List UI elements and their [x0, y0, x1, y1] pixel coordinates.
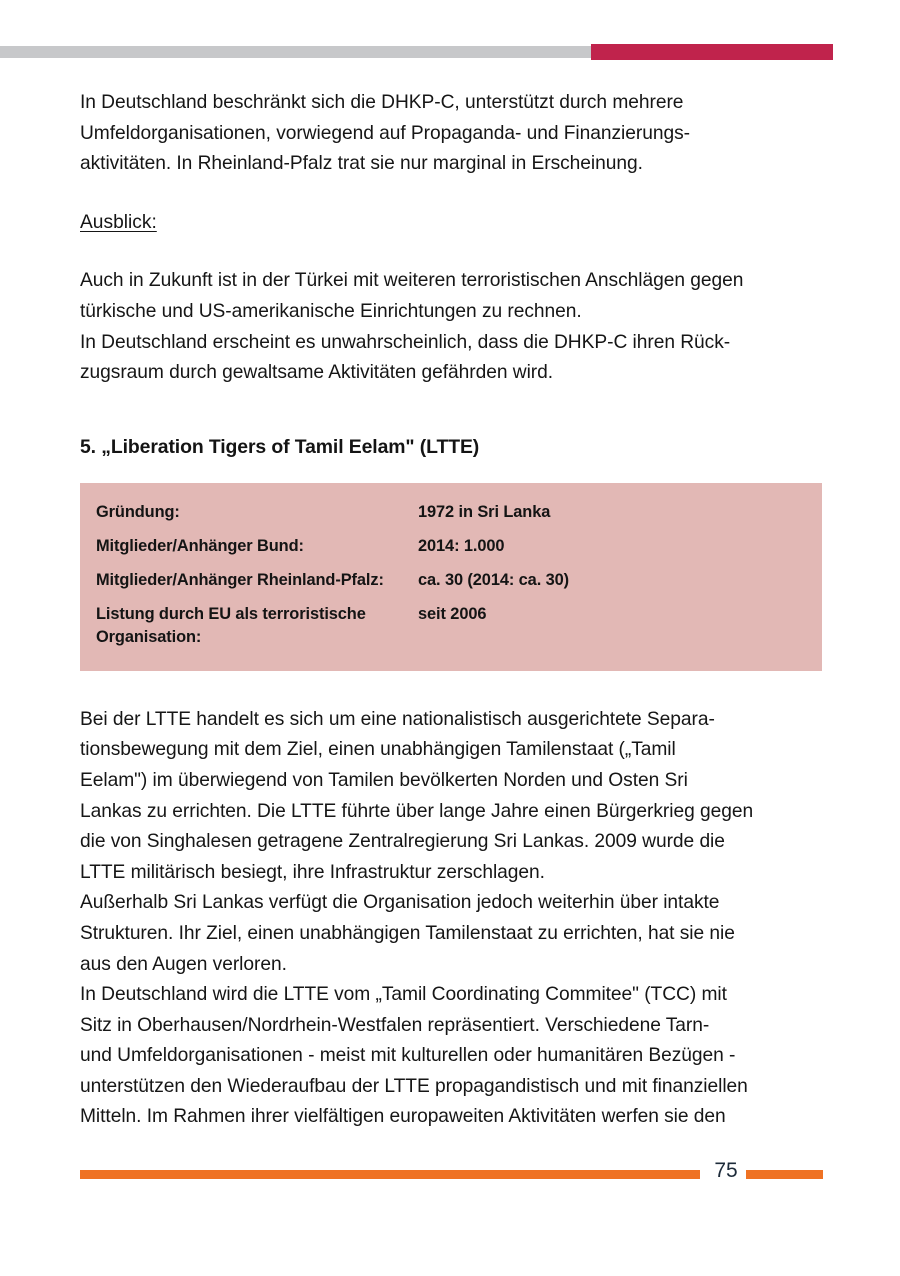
paragraph-outlook-line-2: türkische und US-amerikanische Einrichtungen zu rechnen. — [80, 300, 582, 322]
info-label-gruendung: Gründung: — [96, 502, 180, 521]
page-header-rules — [0, 44, 900, 60]
paragraph-intro — [80, 88, 822, 180]
info-value-gruendung: 1972 in Sri Lanka — [418, 502, 551, 521]
paragraph-ltte-3-line-3: und Umfeldorganisationen - meist mit kulturellen oder humanitären Bezügen - — [80, 1045, 736, 1067]
info-label-mitglieder-bund: Mitglieder/Anhänger Bund: — [96, 536, 304, 555]
paragraph-intro-line-2: Umfeldorganisationen, vorwiegend auf Propaganda- und Finanzierungs- — [80, 122, 690, 144]
info-row — [80, 501, 822, 524]
info-row — [80, 535, 822, 558]
paragraph-ltte-1-line-2: tionsbewegung mit dem Ziel, einen unabhängigen Tamilenstaat („Tamil — [80, 739, 676, 761]
info-row — [80, 603, 822, 649]
paragraph-ltte-1-line-3: Eelam") im überwiegend von Tamilen bevölkerten Norden und Osten Sri — [80, 769, 688, 791]
spacer — [80, 180, 822, 208]
header-rule-gray — [0, 46, 591, 58]
paragraph-ltte-2-line-2: Strukturen. Ihr Ziel, einen unabhängigen Tamilenstaat zu errichten, hat sie nie — [80, 922, 735, 944]
spacer — [80, 389, 822, 433]
subheading-ausblick — [80, 208, 822, 239]
paragraph-ltte-3-line-5: Mitteln. Im Rahmen ihrer vielfältigen europaweiten Aktivitäten werfen sie den — [80, 1106, 726, 1128]
paragraph-outlook-line-4: zugsraum durch gewaltsame Aktivitäten gefährden wird. — [80, 362, 554, 384]
footer-rule-right — [746, 1170, 823, 1179]
paragraph-ltte-3-line-4: unterstützen den Wiederaufbau der LTTE propagandistisch und mit finanziellen — [80, 1075, 748, 1097]
page-number: 75 — [714, 1159, 738, 1182]
paragraph-intro-line-1: In Deutschland beschränkt sich die DHKP-C, unterstützt durch mehrere — [80, 92, 684, 113]
paragraph-intro-line-3: aktivitäten. In Rheinland-Pfalz trat sie nur marginal in Erscheinung. — [80, 153, 643, 175]
paragraph-outlook-line-1: Auch in Zukunft ist in der Türkei mit weiteren terroristischen Anschlägen gegen — [80, 270, 744, 292]
info-label-mitglieder-rlp: Mitglieder/Anhänger Rheinland-Pfalz: — [96, 570, 384, 589]
info-value-mitglieder-rlp: ca. 30 (2014: ca. 30) — [418, 570, 569, 589]
info-value-eu-listung: seit 2006 — [418, 604, 487, 623]
info-label-eu-listung: Listung durch EU als terroristische Organisation: — [96, 604, 366, 646]
page-content — [80, 88, 822, 1133]
paragraph-outlook-line-3: In Deutschland erscheint es unwahrscheinlich, dass die DHKP-C ihren Rück- — [80, 331, 731, 353]
subheading-ausblick-label: Ausblick: — [80, 211, 157, 233]
page-footer — [0, 1159, 900, 1193]
paragraph-ltte-1 — [80, 705, 822, 889]
paragraph-ltte-2-line-1: Außerhalb Sri Lankas verfügt die Organisation jedoch weiterhin über intakte — [80, 892, 720, 914]
footer-rule-left — [80, 1170, 700, 1179]
paragraph-ltte-3-line-2: Sitz in Oberhausen/Nordrhein-Westfalen repräsentiert. Verschiedene Tarn- — [80, 1014, 710, 1036]
header-rule-red — [591, 44, 833, 60]
paragraph-ltte-1-line-6: LTTE militärisch besiegt, ihre Infrastruktur zerschlagen. — [80, 861, 545, 883]
paragraph-ltte-3-line-1: In Deutschland wird die LTTE vom „Tamil Coordinating Commitee" (TCC) mit — [80, 984, 727, 1006]
info-value-mitglieder-bund: 2014: 1.000 — [418, 536, 505, 555]
section-heading-ltte: 5. „Liberation Tigers of Tamil Eelam" (LTTE) — [80, 435, 480, 458]
paragraph-ltte-1-line-4: Lankas zu errichten. Die LTTE führte über lange Jahre einen Bürgerkrieg gegen — [80, 800, 754, 822]
paragraph-outlook — [80, 266, 822, 388]
ltte-info-box — [80, 483, 822, 671]
paragraph-ltte-3 — [80, 980, 822, 1133]
spacer — [80, 671, 822, 705]
info-row — [80, 569, 822, 592]
spacer — [80, 238, 822, 266]
paragraph-ltte-1-line-5: die von Singhalesen getragene Zentralregierung Sri Lankas. 2009 wurde die — [80, 831, 725, 853]
paragraph-ltte-2 — [80, 888, 822, 980]
paragraph-ltte-1-line-1: Bei der LTTE handelt es sich um eine nationalistisch ausgerichtete Separa- — [80, 708, 715, 730]
paragraph-ltte-2-line-3: aus den Augen verloren. — [80, 953, 287, 975]
